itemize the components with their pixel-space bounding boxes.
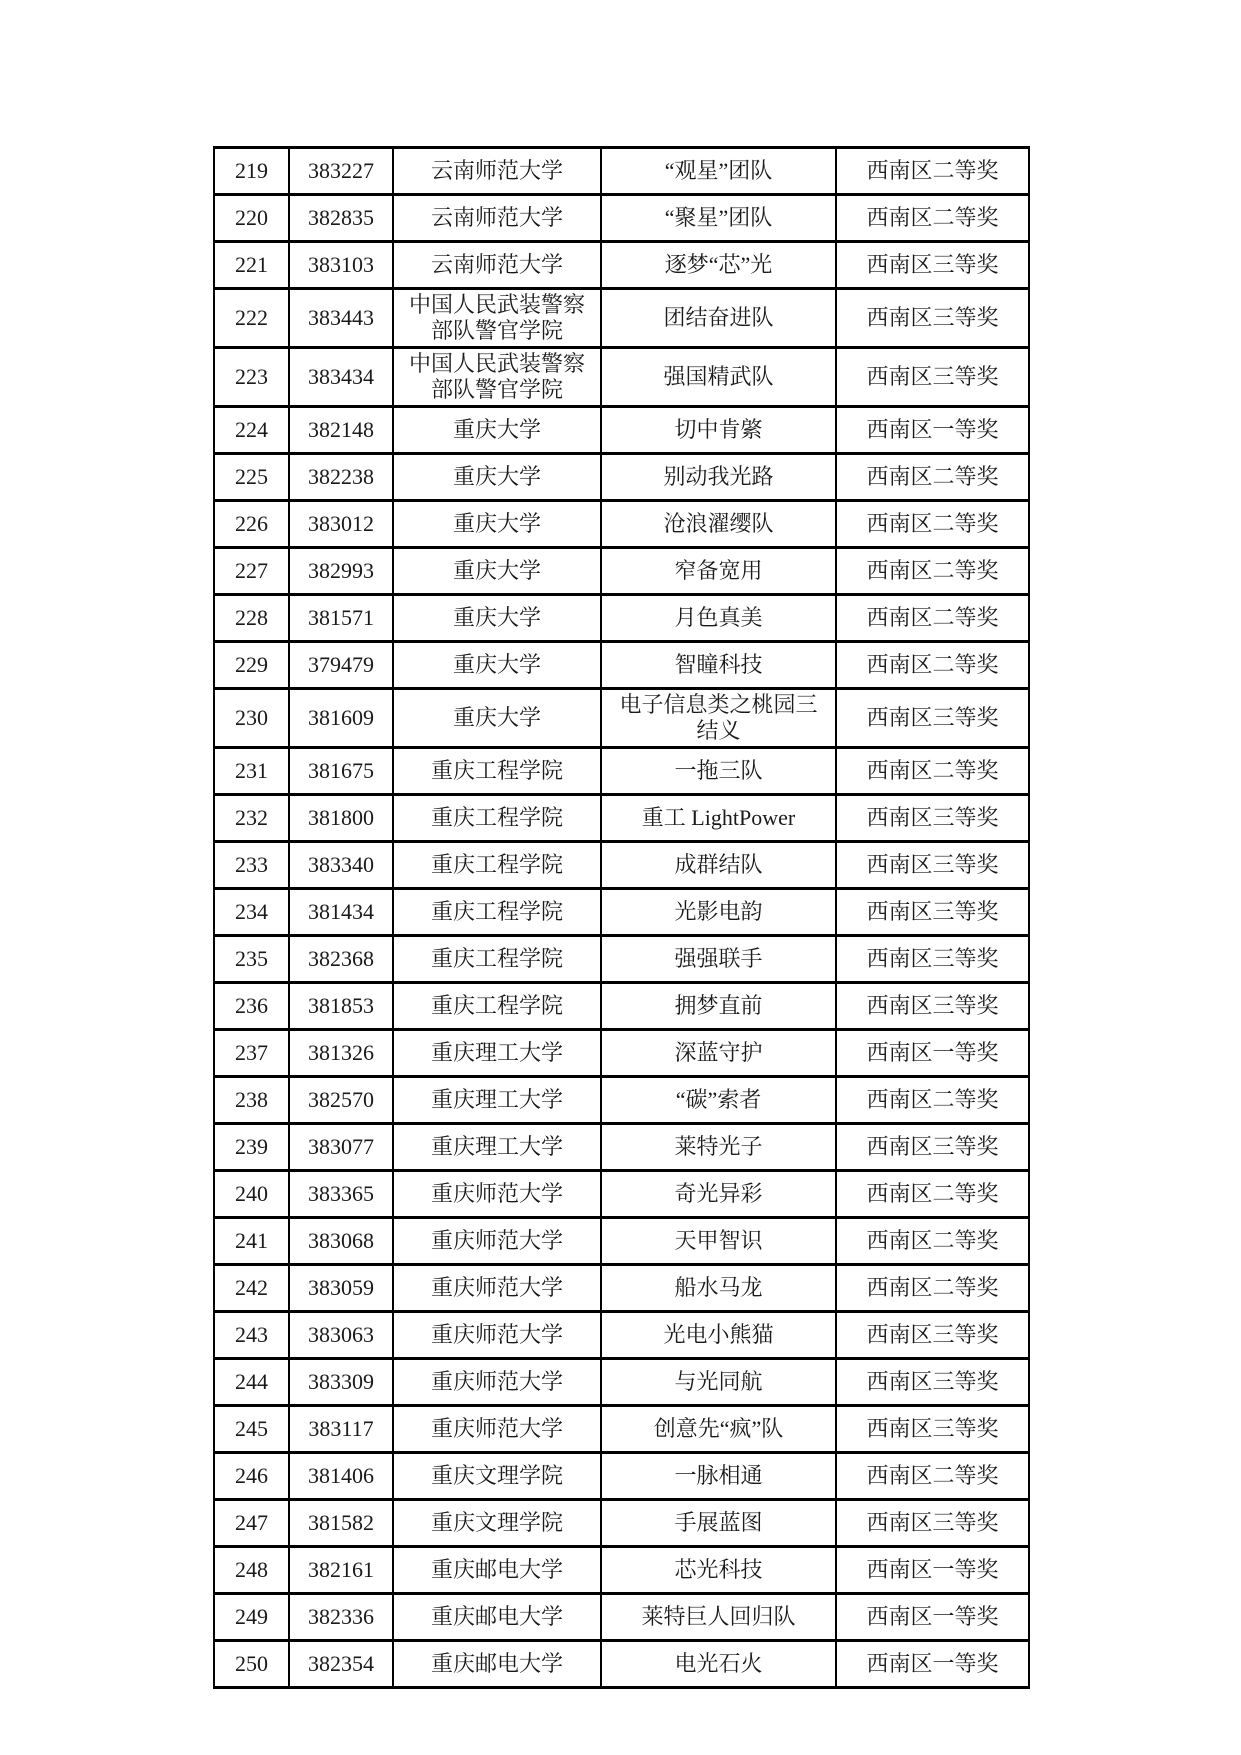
- table-body: [214, 148, 1029, 1688]
- serial-number-cell: 224: [214, 407, 289, 454]
- award-level-cell: 西南区二等奖: [836, 501, 1029, 548]
- award-level-cell: 西南区一等奖: [836, 1030, 1029, 1077]
- serial-number-cell: 221: [214, 242, 289, 289]
- school-name-cell: 中国人民武装警察部队警官学院: [393, 348, 601, 407]
- serial-number-cell: 247: [214, 1500, 289, 1547]
- team-name-cell: 逐梦“芯”光: [601, 242, 836, 289]
- table-row: [214, 889, 1029, 936]
- school-name-cell: 重庆大学: [393, 595, 601, 642]
- registration-id-cell: 383227: [289, 148, 393, 195]
- registration-id-cell: 382336: [289, 1594, 393, 1641]
- school-name-cell: 重庆师范大学: [393, 1406, 601, 1453]
- award-level-cell: 西南区三等奖: [836, 1312, 1029, 1359]
- table-row: [214, 1594, 1029, 1641]
- serial-number-cell: 225: [214, 454, 289, 501]
- team-name-cell: 强国精武队: [601, 348, 836, 407]
- team-name-cell: 与光同航: [601, 1359, 836, 1406]
- team-name-cell: 别动我光路: [601, 454, 836, 501]
- table-row: [214, 795, 1029, 842]
- award-level-cell: 西南区三等奖: [836, 842, 1029, 889]
- team-name-cell: 强强联手: [601, 936, 836, 983]
- registration-id-cell: 379479: [289, 642, 393, 689]
- award-level-cell: 西南区二等奖: [836, 454, 1029, 501]
- serial-number-cell: 234: [214, 889, 289, 936]
- serial-number-cell: 246: [214, 1453, 289, 1500]
- table-row: [214, 242, 1029, 289]
- registration-id-cell: 382570: [289, 1077, 393, 1124]
- serial-number-cell: 243: [214, 1312, 289, 1359]
- award-level-cell: 西南区二等奖: [836, 148, 1029, 195]
- registration-id-cell: 381571: [289, 595, 393, 642]
- table-row: [214, 1265, 1029, 1312]
- school-name-cell: 重庆师范大学: [393, 1218, 601, 1265]
- award-level-cell: 西南区三等奖: [836, 1124, 1029, 1171]
- award-level-cell: 西南区一等奖: [836, 1594, 1029, 1641]
- school-name-cell: 重庆大学: [393, 689, 601, 748]
- table-row: [214, 842, 1029, 889]
- registration-id-cell: 381434: [289, 889, 393, 936]
- serial-number-cell: 219: [214, 148, 289, 195]
- school-name-cell: 重庆邮电大学: [393, 1641, 601, 1688]
- school-name-cell: 重庆理工大学: [393, 1077, 601, 1124]
- serial-number-cell: 228: [214, 595, 289, 642]
- award-level-cell: 西南区三等奖: [836, 348, 1029, 407]
- school-name-cell: 重庆邮电大学: [393, 1547, 601, 1594]
- registration-id-cell: 383012: [289, 501, 393, 548]
- registration-id-cell: 382148: [289, 407, 393, 454]
- school-name-cell: 云南师范大学: [393, 195, 601, 242]
- award-level-cell: 西南区二等奖: [836, 1453, 1029, 1500]
- award-level-cell: 西南区二等奖: [836, 1218, 1029, 1265]
- award-level-cell: 西南区三等奖: [836, 242, 1029, 289]
- school-name-cell: 重庆师范大学: [393, 1312, 601, 1359]
- registration-id-cell: 381326: [289, 1030, 393, 1077]
- school-name-cell: 重庆师范大学: [393, 1359, 601, 1406]
- registration-id-cell: 383365: [289, 1171, 393, 1218]
- table-row: [214, 289, 1029, 348]
- table-row: [214, 1641, 1029, 1688]
- serial-number-cell: 226: [214, 501, 289, 548]
- school-name-cell: 重庆邮电大学: [393, 1594, 601, 1641]
- registration-id-cell: 382238: [289, 454, 393, 501]
- registration-id-cell: 381675: [289, 748, 393, 795]
- team-name-cell: 莱特光子: [601, 1124, 836, 1171]
- team-name-cell: 奇光异彩: [601, 1171, 836, 1218]
- table-row: [214, 1030, 1029, 1077]
- award-level-cell: 西南区三等奖: [836, 1359, 1029, 1406]
- serial-number-cell: 222: [214, 289, 289, 348]
- table-row: [214, 501, 1029, 548]
- serial-number-cell: 241: [214, 1218, 289, 1265]
- table-row: [214, 983, 1029, 1030]
- table-row: [214, 1171, 1029, 1218]
- registration-id-cell: 383340: [289, 842, 393, 889]
- serial-number-cell: 235: [214, 936, 289, 983]
- table-row: [214, 1453, 1029, 1500]
- team-name-cell: 船水马龙: [601, 1265, 836, 1312]
- serial-number-cell: 233: [214, 842, 289, 889]
- registration-id-cell: 382368: [289, 936, 393, 983]
- team-name-cell: 重工 LightPower: [601, 795, 836, 842]
- table-row: [214, 936, 1029, 983]
- registration-id-cell: 381609: [289, 689, 393, 748]
- table-row: [214, 1406, 1029, 1453]
- school-name-cell: 重庆工程学院: [393, 936, 601, 983]
- team-name-cell: 团结奋进队: [601, 289, 836, 348]
- team-name-cell: 拥梦直前: [601, 983, 836, 1030]
- award-level-cell: 西南区三等奖: [836, 689, 1029, 748]
- registration-id-cell: 383443: [289, 289, 393, 348]
- serial-number-cell: 223: [214, 348, 289, 407]
- table-row: [214, 748, 1029, 795]
- registration-id-cell: 383063: [289, 1312, 393, 1359]
- table-row: [214, 548, 1029, 595]
- team-name-cell: 深蓝守护: [601, 1030, 836, 1077]
- serial-number-cell: 237: [214, 1030, 289, 1077]
- award-level-cell: 西南区三等奖: [836, 795, 1029, 842]
- award-level-cell: 西南区三等奖: [836, 1406, 1029, 1453]
- award-level-cell: 西南区二等奖: [836, 195, 1029, 242]
- school-name-cell: 重庆工程学院: [393, 748, 601, 795]
- serial-number-cell: 232: [214, 795, 289, 842]
- team-name-cell: 月色真美: [601, 595, 836, 642]
- team-name-cell: 芯光科技: [601, 1547, 836, 1594]
- serial-number-cell: 220: [214, 195, 289, 242]
- registration-id-cell: 383103: [289, 242, 393, 289]
- school-name-cell: 云南师范大学: [393, 242, 601, 289]
- award-level-cell: 西南区二等奖: [836, 1077, 1029, 1124]
- serial-number-cell: 230: [214, 689, 289, 748]
- table-row: [214, 1500, 1029, 1547]
- team-name-cell: 电子信息类之桃园三结义: [601, 689, 836, 748]
- school-name-cell: 重庆大学: [393, 548, 601, 595]
- award-level-cell: 西南区一等奖: [836, 1547, 1029, 1594]
- table-row: [214, 595, 1029, 642]
- award-level-cell: 西南区二等奖: [836, 1265, 1029, 1312]
- registration-id-cell: 383309: [289, 1359, 393, 1406]
- serial-number-cell: 229: [214, 642, 289, 689]
- serial-number-cell: 231: [214, 748, 289, 795]
- award-level-cell: 西南区三等奖: [836, 936, 1029, 983]
- serial-number-cell: 250: [214, 1641, 289, 1688]
- registration-id-cell: 382993: [289, 548, 393, 595]
- serial-number-cell: 238: [214, 1077, 289, 1124]
- team-name-cell: “聚星”团队: [601, 195, 836, 242]
- registration-id-cell: 381853: [289, 983, 393, 1030]
- school-name-cell: 重庆大学: [393, 454, 601, 501]
- team-name-cell: 一脉相通: [601, 1453, 836, 1500]
- registration-id-cell: 383059: [289, 1265, 393, 1312]
- serial-number-cell: 227: [214, 548, 289, 595]
- table-row: [214, 454, 1029, 501]
- table-row: [214, 1359, 1029, 1406]
- serial-number-cell: 248: [214, 1547, 289, 1594]
- award-level-cell: 西南区三等奖: [836, 1500, 1029, 1547]
- team-name-cell: 手展蓝图: [601, 1500, 836, 1547]
- school-name-cell: 重庆大学: [393, 501, 601, 548]
- award-level-cell: 西南区二等奖: [836, 595, 1029, 642]
- serial-number-cell: 236: [214, 983, 289, 1030]
- team-name-cell: 智瞳科技: [601, 642, 836, 689]
- table-row: [214, 1547, 1029, 1594]
- school-name-cell: 重庆工程学院: [393, 795, 601, 842]
- team-name-cell: 成群结队: [601, 842, 836, 889]
- school-name-cell: 重庆大学: [393, 642, 601, 689]
- award-level-cell: 西南区三等奖: [836, 289, 1029, 348]
- registration-id-cell: 382161: [289, 1547, 393, 1594]
- school-name-cell: 重庆文理学院: [393, 1453, 601, 1500]
- team-name-cell: 一拖三队: [601, 748, 836, 795]
- registration-id-cell: 383117: [289, 1406, 393, 1453]
- table-row: [214, 689, 1029, 748]
- table-row: [214, 348, 1029, 407]
- award-level-cell: 西南区二等奖: [836, 642, 1029, 689]
- serial-number-cell: 239: [214, 1124, 289, 1171]
- school-name-cell: 重庆师范大学: [393, 1265, 601, 1312]
- award-level-cell: 西南区二等奖: [836, 548, 1029, 595]
- registration-id-cell: 383077: [289, 1124, 393, 1171]
- table-row: [214, 642, 1029, 689]
- table-row: [214, 1077, 1029, 1124]
- school-name-cell: 重庆理工大学: [393, 1124, 601, 1171]
- team-name-cell: 莱特巨人回归队: [601, 1594, 836, 1641]
- table-row: [214, 1218, 1029, 1265]
- registration-id-cell: 383434: [289, 348, 393, 407]
- team-name-cell: 窄备宽用: [601, 548, 836, 595]
- school-name-cell: 中国人民武装警察部队警官学院: [393, 289, 601, 348]
- serial-number-cell: 240: [214, 1171, 289, 1218]
- registration-id-cell: 381406: [289, 1453, 393, 1500]
- award-level-cell: 西南区二等奖: [836, 1171, 1029, 1218]
- team-name-cell: 切中肯綮: [601, 407, 836, 454]
- team-name-cell: 天甲智识: [601, 1218, 836, 1265]
- school-name-cell: 重庆工程学院: [393, 983, 601, 1030]
- school-name-cell: 云南师范大学: [393, 148, 601, 195]
- school-name-cell: 重庆工程学院: [393, 889, 601, 936]
- registration-id-cell: 383068: [289, 1218, 393, 1265]
- school-name-cell: 重庆工程学院: [393, 842, 601, 889]
- table-row: [214, 195, 1029, 242]
- team-name-cell: “碳”索者: [601, 1077, 836, 1124]
- award-level-cell: 西南区三等奖: [836, 983, 1029, 1030]
- award-level-cell: 西南区二等奖: [836, 748, 1029, 795]
- team-name-cell: 沧浪濯缨队: [601, 501, 836, 548]
- table-row: [214, 1312, 1029, 1359]
- team-name-cell: “观星”团队: [601, 148, 836, 195]
- registration-id-cell: 382835: [289, 195, 393, 242]
- serial-number-cell: 245: [214, 1406, 289, 1453]
- serial-number-cell: 249: [214, 1594, 289, 1641]
- serial-number-cell: 242: [214, 1265, 289, 1312]
- team-name-cell: 电光石火: [601, 1641, 836, 1688]
- team-name-cell: 创意先“疯”队: [601, 1406, 836, 1453]
- team-name-cell: 光影电韵: [601, 889, 836, 936]
- registration-id-cell: 381800: [289, 795, 393, 842]
- table-row: [214, 407, 1029, 454]
- school-name-cell: 重庆大学: [393, 407, 601, 454]
- award-level-cell: 西南区一等奖: [836, 1641, 1029, 1688]
- school-name-cell: 重庆文理学院: [393, 1500, 601, 1547]
- team-name-cell: 光电小熊猫: [601, 1312, 836, 1359]
- award-results-table: [213, 146, 1030, 1689]
- school-name-cell: 重庆师范大学: [393, 1171, 601, 1218]
- registration-id-cell: 381582: [289, 1500, 393, 1547]
- serial-number-cell: 244: [214, 1359, 289, 1406]
- award-level-cell: 西南区一等奖: [836, 407, 1029, 454]
- registration-id-cell: 382354: [289, 1641, 393, 1688]
- table-row: [214, 148, 1029, 195]
- table-row: [214, 1124, 1029, 1171]
- award-level-cell: 西南区三等奖: [836, 889, 1029, 936]
- school-name-cell: 重庆理工大学: [393, 1030, 601, 1077]
